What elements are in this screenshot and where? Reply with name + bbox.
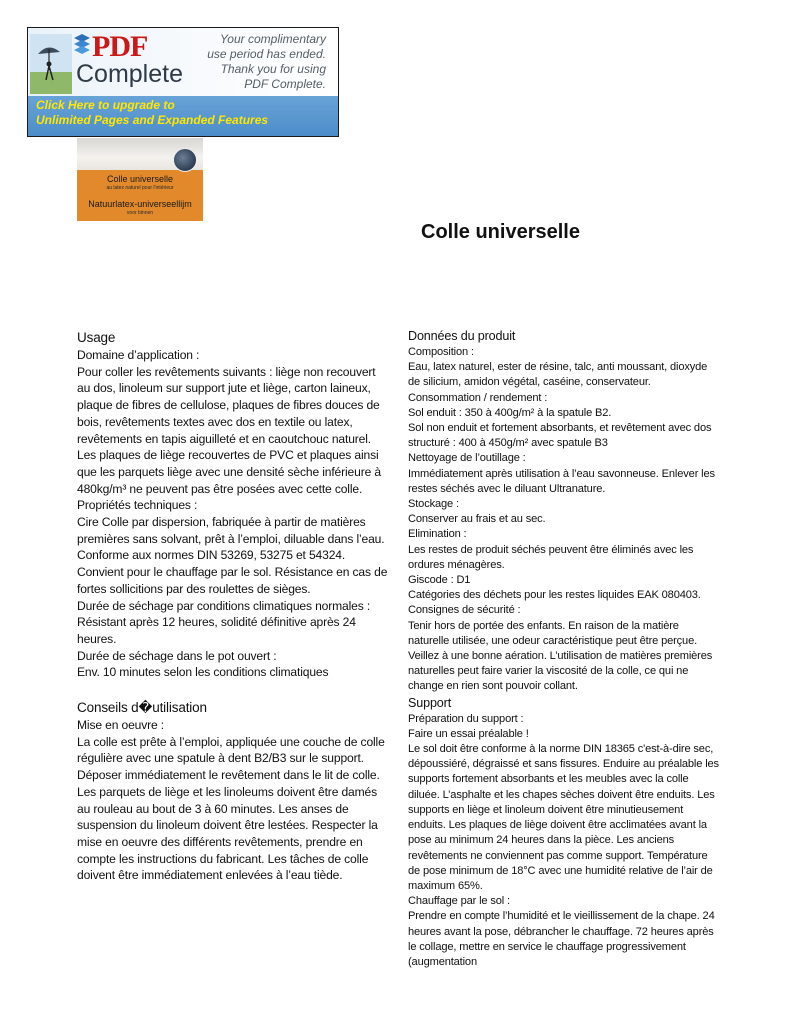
text-line: Pour coller les revêtements suivants : liège non recouvert [77, 364, 376, 379]
text-line: Nettoyage de l’outillage : [408, 452, 526, 465]
product-image [77, 138, 203, 221]
text-line: Eau, latex naturel, ester de résine, talc, anti moussant, dioxyde [408, 361, 708, 374]
text-line: Catégories des déchets pour les restes liquides EAK 080403. [408, 589, 701, 602]
text-line: Résistant après 12 heures, solidité définitive après 24 [77, 615, 356, 630]
upgrade-cta-line[interactable]: Unlimited Pages and Expanded Features [36, 113, 269, 127]
text-line: au dos, linoleum sur support jute et liège, carton laineux, [77, 381, 371, 396]
text-line: La colle est prête à l’emploi, appliquée une couche de colle [77, 734, 385, 749]
text-line: maximum 65%. [408, 879, 483, 892]
text-line: (augmentation [408, 955, 477, 968]
text-line: Déposer immédiatement le revêtement dans le lit de colle. [77, 768, 380, 783]
text-line: compte les instructions du fabricant. Les tâches de colle [77, 851, 369, 866]
upgrade-banner[interactable] [27, 27, 339, 137]
text-line: fortes sollicitions par des roulettes de sièges. [77, 581, 311, 596]
text-line: Propriétés techniques : [77, 498, 198, 513]
product-name-nl: Natuurlatex-universeellijm [88, 199, 192, 209]
text-line: heures avant la pose, débrancher le chauffage. 72 heures après [408, 925, 714, 938]
text-line: Préparation du support : [408, 712, 524, 725]
text-line: plaque de fibres de cellulose, plaques de fibres douces de [77, 398, 380, 413]
text-line: revêtements en tapis aiguilleté et en caoutchouc naturel. [77, 431, 371, 446]
text-line: naturelles peut faire varier la viscosité de la colle, ce qui ne [408, 665, 689, 678]
text-line: Durée de séchage dans le pot ouvert : [77, 648, 277, 663]
banner-message-line: PDF Complete. [244, 77, 326, 91]
text-line: Chauffage par le sol : [408, 895, 510, 908]
text-line: enduits. Les plaques de liège doivent être acclimatées avant la [408, 819, 707, 832]
text-line: heures. [77, 631, 117, 646]
text-line: Les restes de produit séchés peuvent être éliminés avec les [408, 543, 694, 556]
text-line: Les plaques de liège recouvertes de PVC et plaques ainsi [77, 448, 379, 463]
text-line: doivent être immédiatement enlevées à l’eau tiède. [77, 868, 343, 883]
text-line: Prendre en compte l’humidité et le vieillissement de la chape. 24 [408, 910, 715, 923]
section-heading-conseils: Conseils d�utilisation [77, 700, 207, 716]
support-text [408, 712, 743, 970]
banner-message-line: Thank you for using [220, 62, 326, 76]
upgrade-cta-text[interactable] [36, 98, 330, 128]
section-heading-usage: Usage [77, 330, 116, 345]
text-line: que les parquets liège avec une densité sèche inférieure à [77, 464, 381, 479]
upgrade-cta-line[interactable]: Click Here to upgrade to [36, 98, 175, 112]
product-subtitle-fr: au latex naturel pour l'intérieur [106, 185, 174, 191]
text-line: Giscode : D1 [408, 574, 471, 587]
text-line: dépoussiéré, dégraissé et sans fissures. Enduire au préalable les [408, 758, 719, 771]
logo-complete-text: Complete [76, 60, 183, 88]
text-line: diluée. L’asphalte et les chapes sèches doivent être enduits. Les [408, 788, 715, 801]
text-line: Sol enduit : 350 à 400g/m² à la spatule B2. [408, 406, 612, 419]
text-line: Les parquets de liège et les linoleums doivent être damés [77, 784, 378, 799]
text-line: Veillez à une bonne aération. L’utilisation de matières premières [408, 650, 713, 663]
text-line: suspension du linoleum doivent être lestées. Respecter la [77, 818, 378, 833]
text-line: Conforme aux normes DIN 53269, 53275 et 54324. [77, 548, 346, 563]
text-line: régulière avec une spatule à dent B2/B3 sur le support. [77, 751, 364, 766]
banner-message [176, 32, 326, 92]
text-line: structuré : 400 à 450g/m² avec spatule B3 [408, 437, 608, 450]
text-line: supports en liège et linoleum doivent être minutieusement [408, 803, 684, 816]
text-line: Durée de séchage par conditions climatiques normales : [77, 598, 371, 613]
section-heading-support: Support [408, 695, 452, 710]
text-line: Composition : [408, 346, 474, 358]
text-line: Domaine d’application : [77, 348, 200, 362]
text-line: Consommation / rendement : [408, 391, 548, 404]
text-line: Mise en oeuvre : [77, 718, 165, 733]
text-line: pose au minimum 24 heures dans la pièce. Les anciens [408, 834, 675, 847]
text-line: Le sol doit être conforme à la norme DIN 18365 c'est-à-dire sec, [408, 743, 714, 756]
text-line: mise en oeuvre des différents revêtements, prendre en [77, 834, 363, 849]
right-column [408, 328, 743, 970]
usage-text [77, 347, 397, 681]
upgrade-link[interactable] [28, 96, 338, 136]
donnees-text [408, 345, 743, 695]
page-title: Colle universelle [421, 221, 580, 243]
text-line: Faire un essai préalable ! [408, 727, 529, 740]
conseils-text [77, 717, 397, 884]
text-line: Sol non enduit et fortement absorbants, et revêtement avec dos [408, 422, 712, 435]
text-line: de pose minimum de 18°C avec une humidité relative de l’air de [408, 864, 713, 877]
product-name-fr: Colle universelle [106, 174, 174, 184]
text-line: au rouleau au bout de 3 à 60 minutes. Les anses de [77, 801, 349, 816]
text-line: bois, revêtements textes avec dos en textile ou latex, [77, 414, 353, 429]
left-column [77, 328, 397, 884]
text-line: 480kg/m³ ne peuvent pas être posées avec cette colle. [77, 481, 363, 496]
logo-pdf-text: PDF [92, 30, 148, 63]
text-line: premières sans solvant, prêt à l’emploi, diluable dans l’eau. [77, 531, 385, 546]
text-line: Immédiatement après utilisation à l’eau savonneuse. Enlever les [408, 467, 715, 480]
globe-seal-icon [173, 148, 197, 172]
text-line: revêtements ne conviennent pas comme support. Température [408, 849, 708, 862]
text-line: Env. 10 minutes selon les conditions climatiques [77, 665, 329, 680]
text-line: Conserver au frais et au sec. [408, 513, 546, 526]
text-line: change en rien sont pouvoir collant. [408, 680, 578, 693]
text-line: Tenir hors de portée des enfants. En raison de la matière [408, 619, 679, 632]
text-line: supports fortement absorbants et les meubles avec la colle [408, 773, 689, 786]
banner-message-line: use period has ended. [207, 47, 326, 61]
text-line: Consignes de sécurité : [408, 604, 521, 617]
banner-message-line: Your complimentary [219, 32, 326, 46]
product-subtitle-nl: voor binnen [126, 210, 154, 216]
text-line: Stockage : [408, 498, 459, 511]
pdf-stack-icon [72, 32, 92, 58]
text-line: ordures ménagères. [408, 558, 505, 571]
umbrella-man-illustration [30, 34, 72, 94]
text-line: Cire Colle par dispersion, fabriquée à partir de matières [77, 515, 366, 530]
text-line: de silicium, amidon végétal, caséine, conservateur. [408, 376, 651, 389]
banner-top-panel [28, 28, 338, 96]
text-line: restes séchés avec le diluant Ultranature. [408, 482, 606, 495]
text-line: le collage, mettre en service le chauffage progressivement [408, 940, 686, 953]
text-line: naturelle utilisée, une odeur caractéristique peut être perçue. [408, 634, 698, 647]
text-line: Elimination : [408, 528, 467, 541]
text-line: Convient pour le chauffage par le sol. Résistance en cas de [77, 565, 388, 580]
section-heading-donnees: Données du produit [408, 329, 516, 343]
